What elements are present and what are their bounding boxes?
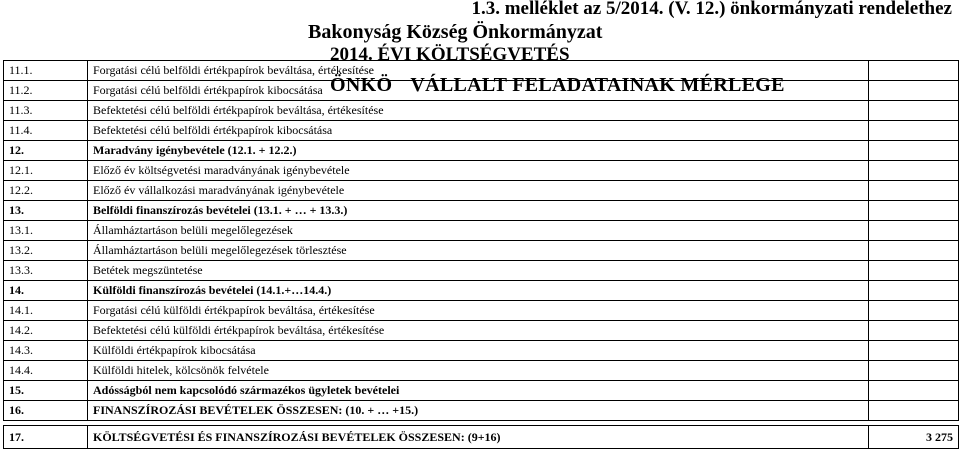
- table-row: [4, 241, 959, 261]
- row-label: Külföldi hitelek, kölcsönök felvétele: [88, 361, 869, 381]
- row-value: [869, 281, 959, 301]
- row-label: Adósságból nem kapcsolódó származékos ügyletek bevételei: [88, 381, 869, 401]
- balance-title: [330, 74, 785, 97]
- budget-year-title: 2014. ÉVI KÖLTSÉGVETÉS: [330, 44, 570, 65]
- table-row: [4, 381, 959, 401]
- row-number: 15.: [4, 381, 88, 401]
- row-label: Forgatási célú belföldi értékpapírok beváltása, értékesítése: [88, 61, 869, 81]
- row-value: [869, 341, 959, 361]
- row-number: 13.: [4, 201, 88, 221]
- row-label: Államháztartáson belüli megelőlegezések törlesztése: [88, 241, 869, 261]
- row-value: [869, 361, 959, 381]
- row-number: 11.3.: [4, 101, 88, 121]
- row-number: 14.4.: [4, 361, 88, 381]
- table-row: [4, 161, 959, 181]
- table-row: [4, 121, 959, 141]
- row-number: 14.: [4, 281, 88, 301]
- row-number: 14.2.: [4, 321, 88, 341]
- row-number: 13.3.: [4, 261, 88, 281]
- row-number: 11.1.: [4, 61, 88, 81]
- row-value: [869, 181, 959, 201]
- table-row: [4, 281, 959, 301]
- row-value: [869, 121, 959, 141]
- row-value: [869, 241, 959, 261]
- row-number: 12.: [4, 141, 88, 161]
- row-label: Befektetési célú belföldi értékpapírok beváltása, értékesítése: [88, 101, 869, 121]
- table-row: [4, 361, 959, 381]
- row-label: KÖLTSÉGVETÉSI ÉS FINANSZÍROZÁSI BEVÉTELEK ÖSSZESEN: (9+16): [88, 426, 869, 449]
- row-value: [869, 221, 959, 241]
- row-value: [869, 101, 959, 121]
- row-label: Külföldi finanszírozás bevételei (14.1.+…14.4.): [88, 281, 869, 301]
- row-value: [869, 401, 959, 421]
- row-value: [869, 161, 959, 181]
- table-row: [4, 201, 959, 221]
- municipality-title: Bakonyság Község Önkormányzat: [308, 21, 603, 43]
- row-label: Előző év vállalkozási maradványának igénybevétele: [88, 181, 869, 201]
- row-label: Előző év költségvetési maradványának igénybevétele: [88, 161, 869, 181]
- table-row: [4, 141, 959, 161]
- table-row: [4, 401, 959, 421]
- row-label: Befektetési célú belföldi értékpapírok kibocsátása: [88, 121, 869, 141]
- row-number: 17.: [4, 426, 88, 449]
- row-label: Belföldi finanszírozás bevételei (13.1. + … + 13.3.): [88, 201, 869, 221]
- row-number: 13.1.: [4, 221, 88, 241]
- annex-reference: 1.3. melléklet az 5/2014. (V. 12.) önkormányzati rendelethez: [471, 0, 952, 19]
- row-value: [869, 261, 959, 281]
- table-row: [4, 181, 959, 201]
- row-value: [869, 61, 959, 81]
- row-number: 13.2.: [4, 241, 88, 261]
- row-label: Forgatási célú külföldi értékpapírok beváltása, értékesítése: [88, 301, 869, 321]
- table-row: [4, 261, 959, 281]
- row-number: 11.4.: [4, 121, 88, 141]
- row-label: Betétek megszüntetése: [88, 261, 869, 281]
- row-value: [869, 141, 959, 161]
- row-value: [869, 381, 959, 401]
- table-row: [4, 341, 959, 361]
- row-number: 12.1.: [4, 161, 88, 181]
- table-row: [4, 301, 959, 321]
- row-label: Forgatási célú belföldi értékpapírok kibocsátása: [88, 81, 869, 101]
- table-row: [4, 321, 959, 341]
- table-row: [4, 221, 959, 241]
- row-value: [869, 81, 959, 101]
- row-value: 3 275: [869, 426, 959, 449]
- row-label: Maradvány igénybevétele (12.1. + 12.2.): [88, 141, 869, 161]
- row-number: 16.: [4, 401, 88, 421]
- row-label: Államháztartáson belüli megelőlegezések: [88, 221, 869, 241]
- table-row-total: [4, 426, 959, 449]
- revenue-table: [3, 60, 959, 449]
- row-number: 14.1.: [4, 301, 88, 321]
- row-number: 11.2.: [4, 81, 88, 101]
- row-label: FINANSZÍROZÁSI BEVÉTELEK ÖSSZESEN: (10. + … +15.): [88, 401, 869, 421]
- table-row: [4, 101, 959, 121]
- row-value: [869, 301, 959, 321]
- balance-title-part-a: ÖNKÖ: [330, 74, 393, 96]
- row-number: 14.3.: [4, 341, 88, 361]
- row-label: Külföldi értékpapírok kibocsátása: [88, 341, 869, 361]
- row-label: Befektetési célú külföldi értékpapírok beváltása, értékesítése: [88, 321, 869, 341]
- balance-title-part-b: VÁLLALT FELADATAINAK MÉRLEGE: [410, 74, 785, 96]
- row-number: 12.2.: [4, 181, 88, 201]
- row-value: [869, 201, 959, 221]
- row-value: [869, 321, 959, 341]
